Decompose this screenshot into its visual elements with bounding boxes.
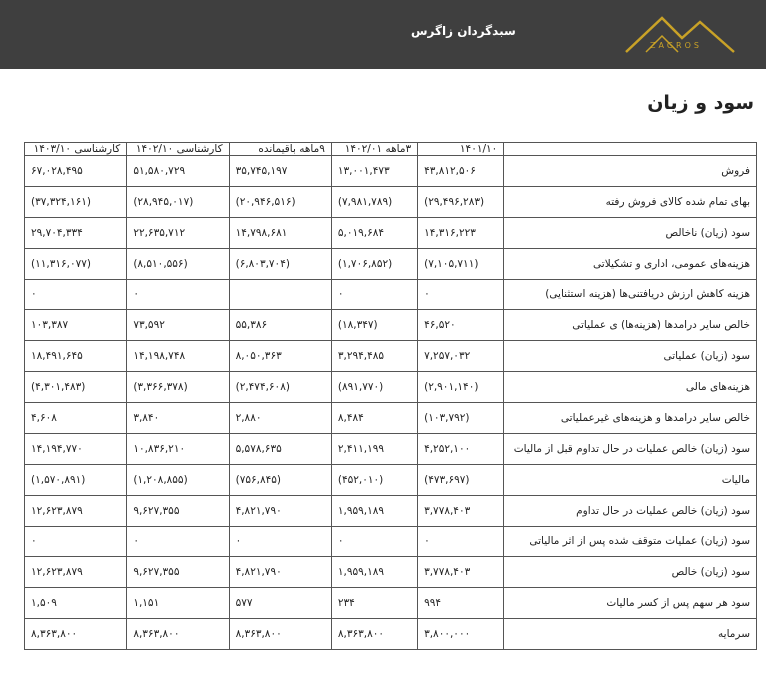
column-header: ۹ماهه باقیمانده [229, 143, 331, 156]
value-cell: (۲,۴۷۴,۶۰۸) [229, 372, 331, 403]
value-cell: ۳,۷۷۸,۴۰۳ [418, 557, 504, 588]
column-header: ۱۴۰۱/۱۰ [418, 143, 504, 156]
value-cell: ۰ [418, 279, 504, 310]
table-row [25, 526, 757, 557]
value-cell: ۹,۶۲۷,۳۵۵ [127, 557, 229, 588]
value-cell: ۰ [331, 279, 417, 310]
row-label: خالص سایر درامدها و هزینه‌های غیرعملیاتی [504, 403, 757, 434]
value-cell: (۱۸,۳۴۷) [331, 310, 417, 341]
value-cell: ۱۸,۴۹۱,۶۴۵ [25, 341, 127, 372]
table-row [25, 619, 757, 650]
value-cell: ۲۳۴ [331, 588, 417, 619]
value-cell: ۴,۲۵۲,۱۰۰ [418, 433, 504, 464]
column-header: ۳ماهه ۱۴۰۲/۰۱ [331, 143, 417, 156]
value-cell: ۱,۹۵۹,۱۸۹ [331, 557, 417, 588]
value-cell: (۴۷۳,۶۹۷) [418, 464, 504, 495]
value-cell: (۶,۸۰۳,۷۰۴) [229, 248, 331, 279]
value-cell: ۸,۳۶۳,۸۰۰ [127, 619, 229, 650]
value-cell: (۴,۳۰۱,۴۸۳) [25, 372, 127, 403]
table-row [25, 464, 757, 495]
value-cell: ۸,۳۶۳,۸۰۰ [229, 619, 331, 650]
value-cell: (۱,۵۷۰,۸۹۱) [25, 464, 127, 495]
value-cell: (۱۱,۳۱۶,۰۷۷) [25, 248, 127, 279]
value-cell: ۱۰,۸۳۶,۲۱۰ [127, 433, 229, 464]
table-row [25, 433, 757, 464]
value-cell: ۱۴,۷۹۸,۶۸۱ [229, 217, 331, 248]
value-cell: ۷,۲۵۷,۰۳۲ [418, 341, 504, 372]
value-cell: ۱۰۳,۳۸۷ [25, 310, 127, 341]
table-row [25, 248, 757, 279]
value-cell: ۴,۸۲۱,۷۹۰ [229, 495, 331, 526]
value-cell: ۱۴,۳۱۶,۲۲۳ [418, 217, 504, 248]
value-cell: ۵,۵۷۸,۶۳۵ [229, 433, 331, 464]
row-label: سود (زیان) خالص [504, 557, 757, 588]
value-cell: ۱۲,۶۲۳,۸۷۹ [25, 557, 127, 588]
value-cell: ۳,۸۴۰ [127, 403, 229, 434]
value-cell: ۷۳,۵۹۲ [127, 310, 229, 341]
row-label: مالیات [504, 464, 757, 495]
value-cell: ۱,۱۵۱ [127, 588, 229, 619]
row-label: سود (زیان) ناخالص [504, 217, 757, 248]
value-cell: (۱,۷۰۶,۸۵۲) [331, 248, 417, 279]
value-cell: ۲۹,۷۰۴,۳۳۴ [25, 217, 127, 248]
value-cell: ۱۳,۰۰۱,۴۷۳ [331, 156, 417, 187]
table-row [25, 279, 757, 310]
row-label: هزینه‌های مالی [504, 372, 757, 403]
row-label: هزینه کاهش ارزش دریافتنی‌ها (هزینه استثنایی) [504, 279, 757, 310]
value-cell: ۲۲,۶۳۵,۷۱۲ [127, 217, 229, 248]
value-cell: ۵,۰۱۹,۶۸۴ [331, 217, 417, 248]
table-row [25, 217, 757, 248]
table-row [25, 403, 757, 434]
table-row [25, 588, 757, 619]
table-header-row [25, 143, 757, 156]
table-row [25, 310, 757, 341]
value-cell: ۵۷۷ [229, 588, 331, 619]
header-title: سبدگردان زاگرس [411, 24, 516, 38]
table-row [25, 495, 757, 526]
table-row [25, 186, 757, 217]
row-label: سود (زیان) خالص عملیات در حال تداوم قبل از مالیات [504, 433, 757, 464]
value-cell: (۱۰۳,۷۹۲) [418, 403, 504, 434]
value-cell: ۱۲,۶۲۳,۸۷۹ [25, 495, 127, 526]
page-header [0, 0, 766, 69]
table-row [25, 557, 757, 588]
value-cell: ۲,۸۸۰ [229, 403, 331, 434]
row-label: سرمایه [504, 619, 757, 650]
value-cell: (۳,۳۶۶,۳۷۸) [127, 372, 229, 403]
value-cell: ۴,۶۰۸ [25, 403, 127, 434]
value-cell: (۳۷,۳۲۴,۱۶۱) [25, 186, 127, 217]
value-cell: (۲,۹۰۱,۱۴۰) [418, 372, 504, 403]
value-cell: ۱۴,۱۹۸,۷۴۸ [127, 341, 229, 372]
value-cell: ۸,۳۶۳,۸۰۰ [331, 619, 417, 650]
row-label: خالص سایر درامدها (هزینه‌ها) ی عملیاتی [504, 310, 757, 341]
value-cell: ۵۵,۳۸۶ [229, 310, 331, 341]
value-cell: ۹۹۴ [418, 588, 504, 619]
value-cell: ۵۱,۵۸۰,۷۲۹ [127, 156, 229, 187]
value-cell: ۳,۸۰۰,۰۰۰ [418, 619, 504, 650]
value-cell: (۱,۲۰۸,۸۵۵) [127, 464, 229, 495]
value-cell [229, 279, 331, 310]
page-title: سود و زیان [647, 92, 754, 114]
value-cell: (۷۵۶,۸۴۵) [229, 464, 331, 495]
row-label: سود (زیان) خالص عملیات در حال تداوم [504, 495, 757, 526]
row-label: هزینه‌های عمومی، اداری و تشکیلاتی [504, 248, 757, 279]
value-cell: (۲۰,۹۴۶,۵۱۶) [229, 186, 331, 217]
income-statement-table-wrapper [24, 142, 757, 650]
value-cell: (۷,۱۰۵,۷۱۱) [418, 248, 504, 279]
value-cell: ۰ [418, 526, 504, 557]
value-cell: (۲۸,۹۴۵,۰۱۷) [127, 186, 229, 217]
value-cell: ۱,۹۵۹,۱۸۹ [331, 495, 417, 526]
table-row [25, 341, 757, 372]
value-cell: (۸,۵۱۰,۵۵۶) [127, 248, 229, 279]
row-label: سود (زیان) عملیات متوقف شده پس از اثر مالیاتی [504, 526, 757, 557]
value-cell: ۰ [331, 526, 417, 557]
value-cell: ۸,۰۵۰,۳۶۳ [229, 341, 331, 372]
row-label: فروش [504, 156, 757, 187]
income-statement-table [24, 142, 757, 650]
value-cell: ۴۶,۵۲۰ [418, 310, 504, 341]
row-label: بهای تمام شده کالای فروش رفته [504, 186, 757, 217]
value-cell: (۷,۹۸۱,۷۸۹) [331, 186, 417, 217]
value-cell: ۸,۴۸۴ [331, 403, 417, 434]
value-cell: ۳,۲۹۴,۴۸۵ [331, 341, 417, 372]
table-row [25, 372, 757, 403]
table-row [25, 156, 757, 187]
logo-text: ZAGROS [650, 41, 702, 50]
value-cell: ۱,۵۰۹ [25, 588, 127, 619]
value-cell: ۸,۳۶۳,۸۰۰ [25, 619, 127, 650]
column-header: کارشناسی ۱۴۰۲/۱۰ [127, 143, 229, 156]
value-cell: ۰ [229, 526, 331, 557]
value-cell: ۴,۸۲۱,۷۹۰ [229, 557, 331, 588]
value-cell: ۶۷,۰۲۸,۴۹۵ [25, 156, 127, 187]
value-cell: (۸۹۱,۷۷۰) [331, 372, 417, 403]
value-cell: ۳,۷۷۸,۴۰۳ [418, 495, 504, 526]
value-cell: (۲۹,۴۹۶,۲۸۳) [418, 186, 504, 217]
value-cell: ۳۵,۷۴۵,۱۹۷ [229, 156, 331, 187]
column-header: کارشناسی ۱۴۰۳/۱۰ [25, 143, 127, 156]
mountain-logo-icon[interactable] [620, 12, 740, 60]
value-cell: ۴۳,۸۱۲,۵۰۶ [418, 156, 504, 187]
value-cell: ۱۴,۱۹۴,۷۷۰ [25, 433, 127, 464]
header-cell-blank [504, 143, 757, 156]
value-cell: (۴۵۲,۰۱۰) [331, 464, 417, 495]
row-label: سود (زیان) عملیاتی [504, 341, 757, 372]
value-cell: ۲,۴۱۱,۱۹۹ [331, 433, 417, 464]
value-cell: ۰ [127, 526, 229, 557]
value-cell: ۹,۶۲۷,۳۵۵ [127, 495, 229, 526]
value-cell: ۰ [25, 279, 127, 310]
row-label: سود هر سهم پس از کسر مالیات [504, 588, 757, 619]
value-cell: ۰ [127, 279, 229, 310]
value-cell: ۰ [25, 526, 127, 557]
